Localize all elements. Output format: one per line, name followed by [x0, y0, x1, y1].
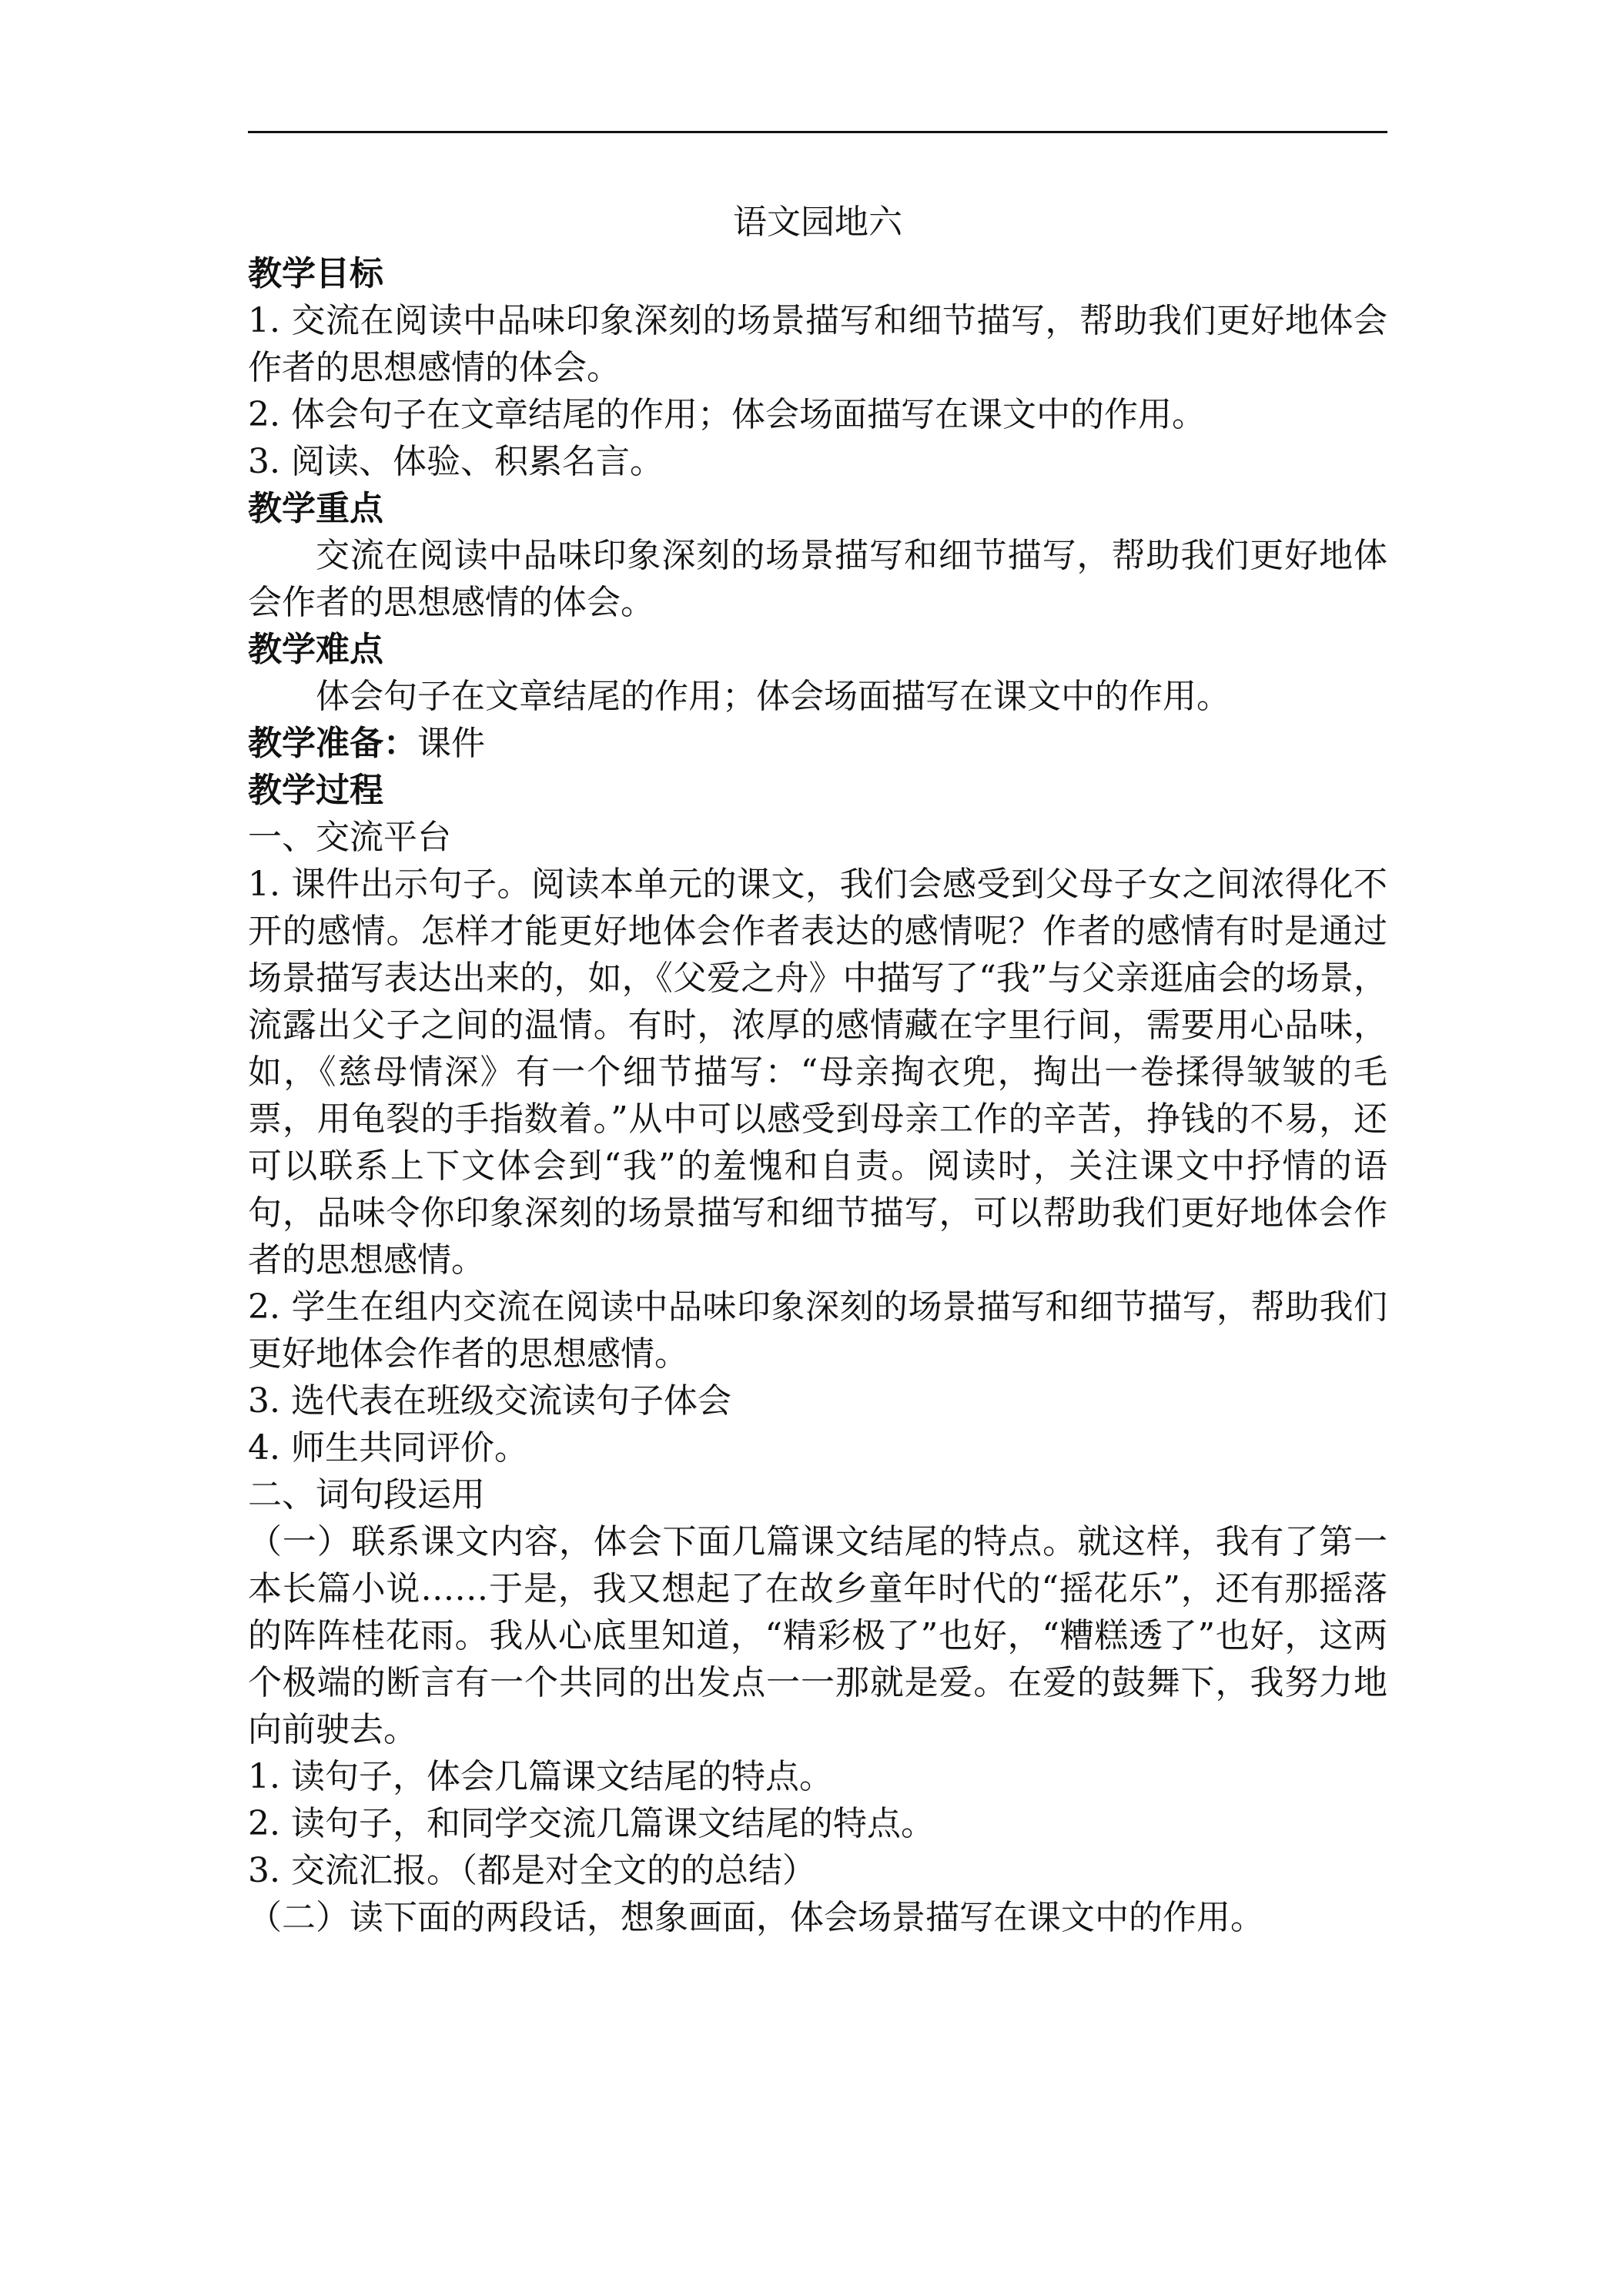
section1-item: 2. 学生在组内交流在阅读中品味印象深刻的场景描写和细节描写，帮助我们更好地体会作者的思想感情。 — [248, 1287, 1387, 1374]
preparation-value: 课件 — [417, 724, 485, 763]
section2-part1-intro: （一）联系课文内容，体会下面几篇课文结尾的特点。就这样，我有了第一本长篇小说……于是，我又想起了在故乡童年时代的“摇花乐”，还有那摇落的阵阵桂花雨。我从心底里知道，“精彩极了”也好，“糟糕透了”也好，这两个极端的断言有一个共同的出发点一一那就是爱。在爱的鼓舞下，我努力地向前驶去。 — [248, 1522, 1387, 1749]
preparation-line — [248, 720, 1387, 767]
difficulties-text: 体会句子在文章结尾的作用；体会场面描写在课文中的作用。 — [316, 677, 1230, 716]
objective-item: 3. 阅读、体验、积累名言。 — [248, 442, 664, 481]
section2-item: 1. 读句子，体会几篇课文结尾的特点。 — [248, 1757, 833, 1796]
section-title: 一、交流平台 — [248, 818, 451, 857]
objectives-heading: 教学目标 — [248, 254, 383, 293]
difficulties-heading: 教学难点 — [248, 630, 383, 669]
document-title: 语文园地六 — [733, 202, 902, 242]
section2-item: 2. 读句子，和同学交流几篇课文结尾的特点。 — [248, 1804, 935, 1843]
section1-item: 3. 选代表在班级交流读句子体会 — [248, 1381, 731, 1421]
header-rule — [248, 131, 1387, 133]
section1-item: 1. 课件出示句子。阅读本单元的课文，我们会感受到父母子女之间浓得化不开的感情。怎样才能更好地体会作者表达的感情呢？作者的感情有时是通过场景描写表达出来的，如，《父爱之舟》中描写了“我”与父亲逛庙会的场景，流露出父子之间的温情。有时，浓厚的感情藏在字里行间，需要用心品味，如，《慈母情深》有一个细节描写：“母亲掏衣兜，掏出一卷揉得皱皱的毛票，用龟裂的手指数着。”从中可以感受到母亲工作的辛苦，挣钱的不易，还可以联系上下文体会到“我”的羞愧和自责。阅读时，关注课文中抒情的语句，品味令你印象深刻的场景描写和细节描写，可以帮助我们更好地体会作者的思想感情。 — [248, 865, 1387, 1280]
preparation-label: 教学准备： — [248, 724, 417, 763]
objective-item: 2. 体会句子在文章结尾的作用；体会场面描写在课文中的作用。 — [248, 395, 1206, 434]
key-points-text: 交流在阅读中品味印象深刻的场景描写和细节描写，帮助我们更好地体会作者的思想感情的体会。 — [248, 536, 1387, 622]
objective-item: 1. 交流在阅读中品味印象深刻的场景描写和细节描写，帮助我们更好地体会作者的思想感情的体会。 — [248, 301, 1387, 387]
document-body — [248, 199, 1387, 1941]
process-heading: 教学过程 — [248, 771, 383, 810]
section2-item: 3. 交流汇报。（都是对全文的的总结） — [248, 1851, 816, 1890]
section-title: 二、词句段运用 — [248, 1475, 485, 1514]
section2-part2-intro: （二）读下面的两段话，想象画面，体会场景描写在课文中的作用。 — [248, 1898, 1264, 1937]
key-points-heading: 教学重点 — [248, 489, 383, 528]
section1-item: 4. 师生共同评价。 — [248, 1428, 528, 1468]
